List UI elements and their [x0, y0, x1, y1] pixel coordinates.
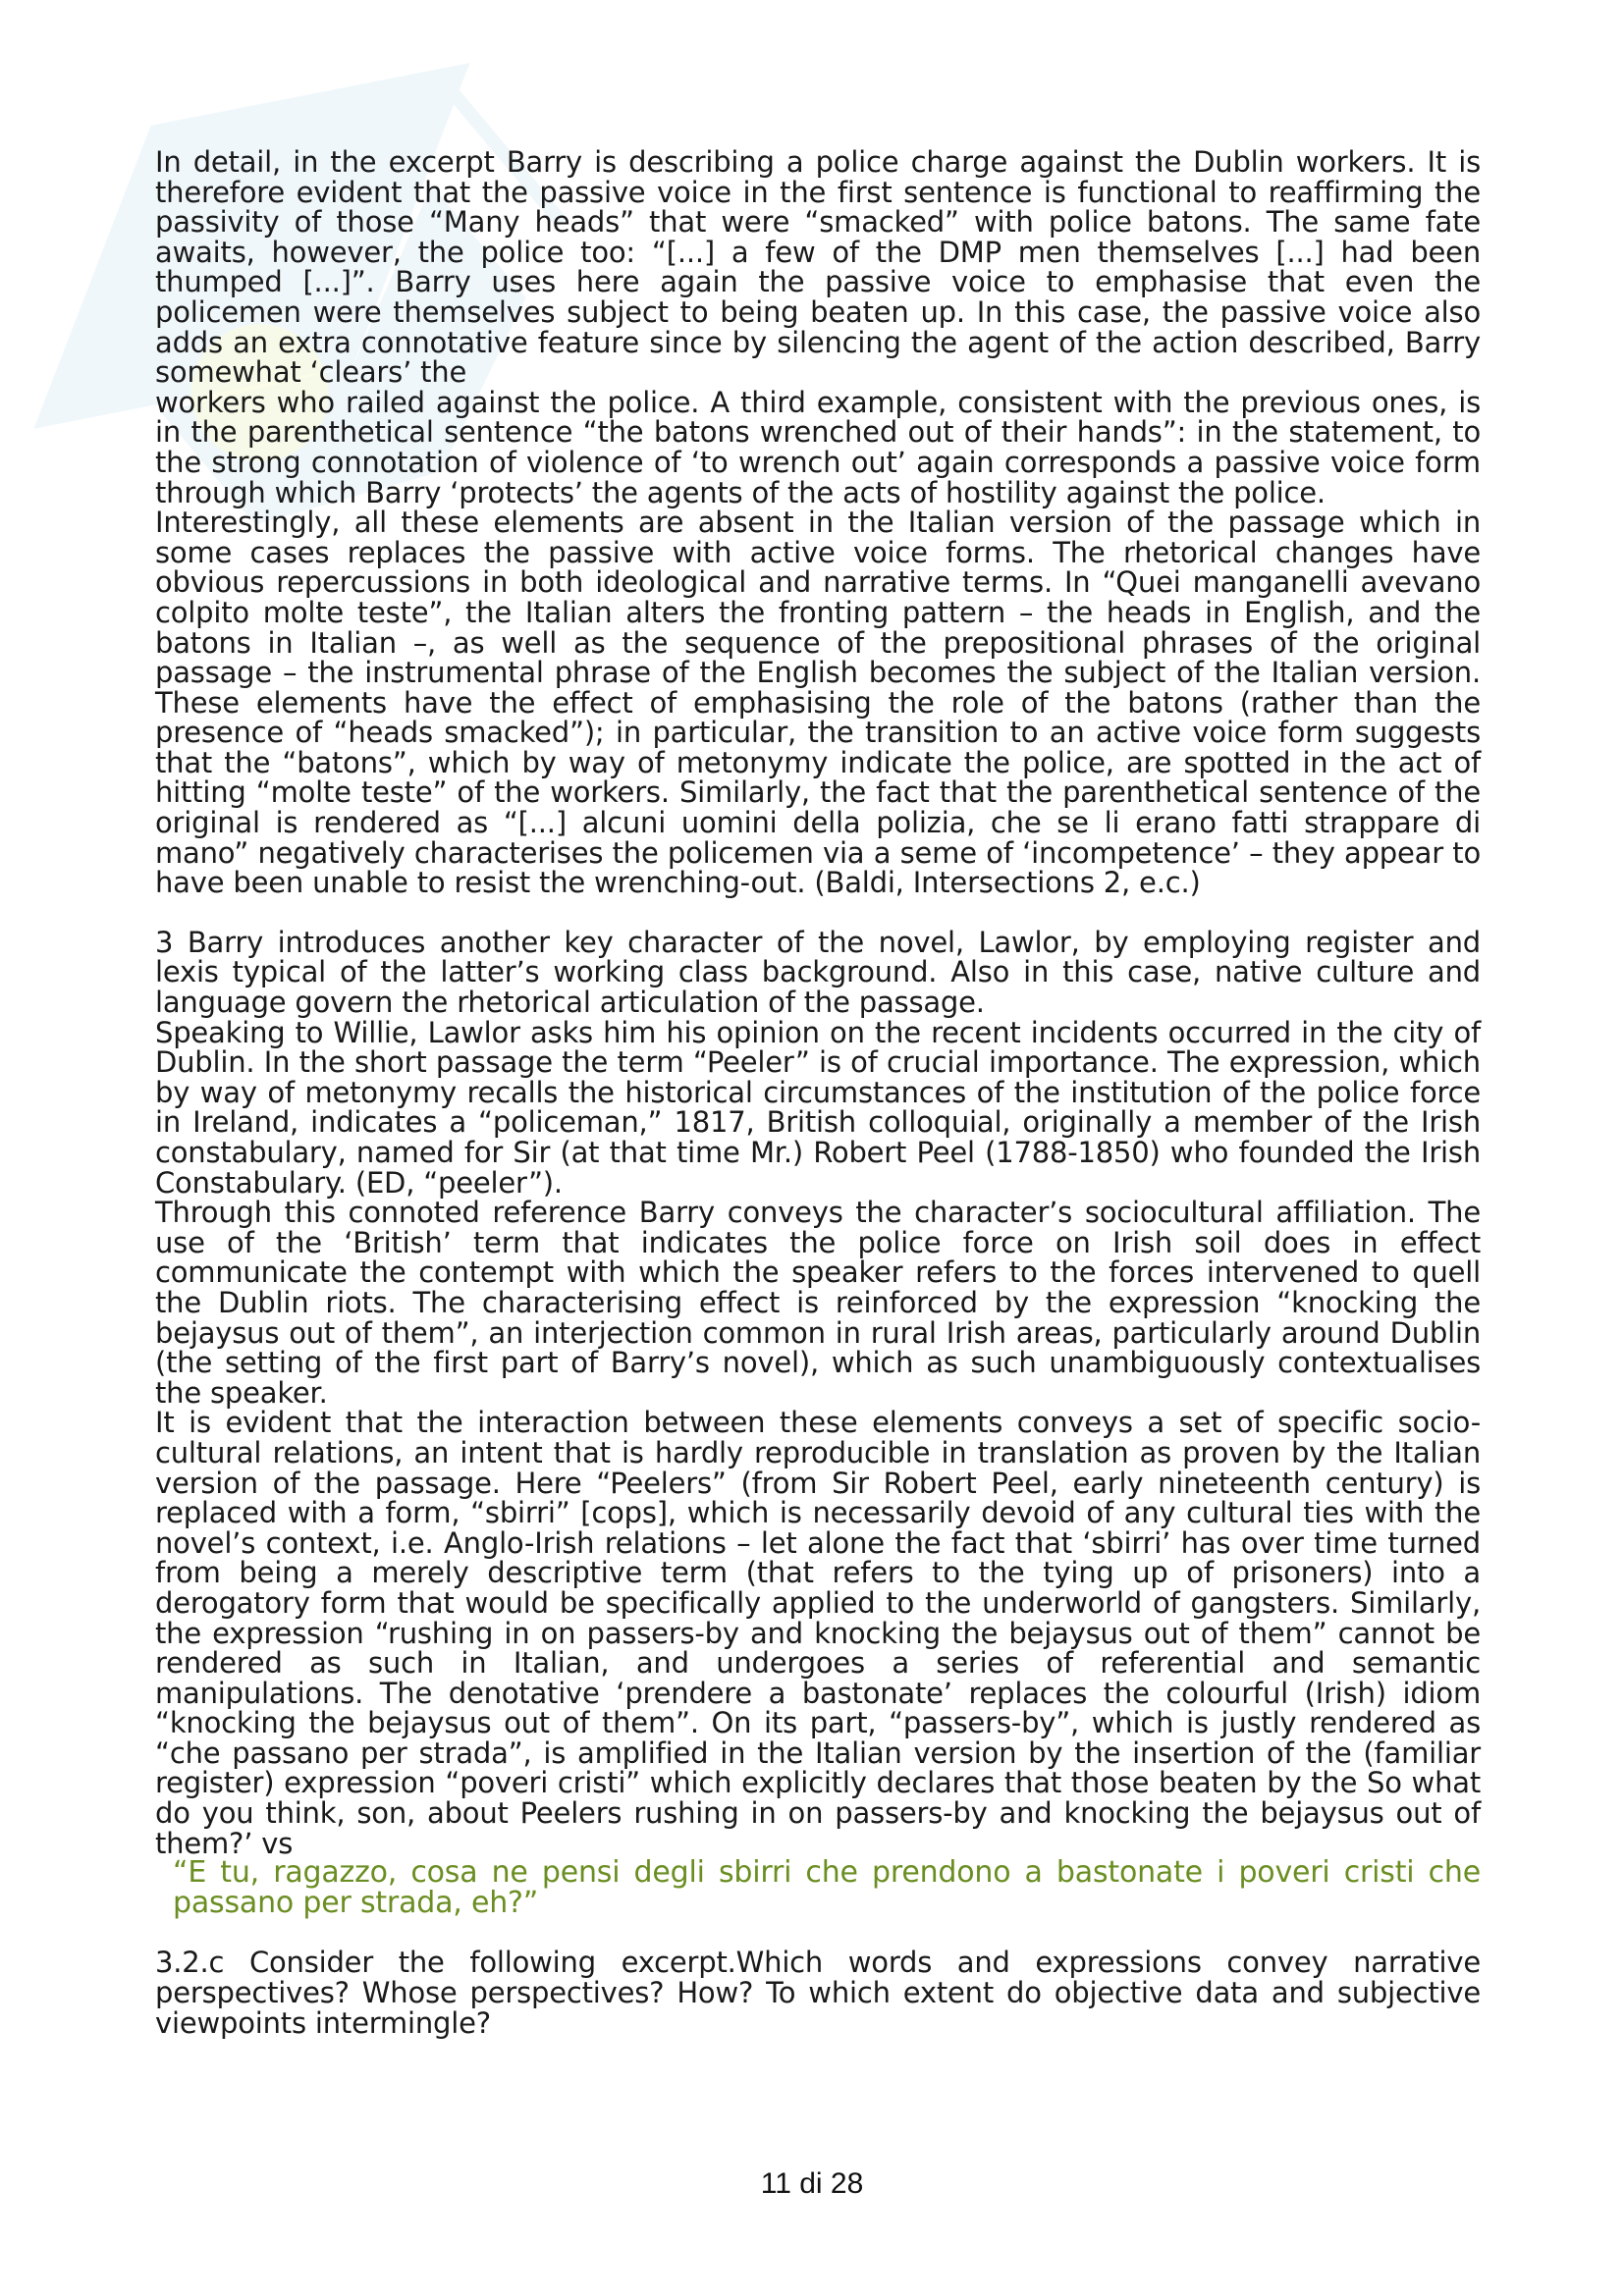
paragraph-5: Speaking to Willie, Lawlor asks him his opinion on the recent incidents occurred in the city of Dublin. In the short passage the term “Peeler” is of crucial importance. The expression, which by way of metonymy recalls the historical circumstances of the institution of the police force in Ireland, indicates a “policeman,” 1817, British colloquial, originally a member of the Irish constabulary, named for Sir (at that time Mr.) Robert Peel (1788-1850) who founded the Irish Constabulary. (ED, “peeler”).	[155, 1015, 1481, 1200]
page-number: 11 di 28	[760, 2167, 864, 2200]
paragraph-gap	[155, 1918, 1481, 1948]
paragraph-2: workers who railed against the police. A third example, consistent with the previous ones, is in the parenthetical sentence “the batons wrenched out of their hands”: in the statement, to the strong connotation of violence of ‘to wrench out’ again corresponds a passive voice form through which Barry ‘protects’ the agents of the acts of hostility against the police.	[155, 385, 1481, 509]
question-text: 3.2.c Consider the following excerpt.Which words and expressions convey narrative perspectives? Whose perspectives? How? To which extent do objective data and subjective viewpoints intermingle?	[155, 1946, 1481, 2040]
paragraph-7: It is evident that the interaction between these elements conveys a set of specific socio-cultural relations, an intent that is hardly reproducible in translation as proven by the Italian version of the passage. Here “Peelers” (from Sir Robert Peel, early nineteenth century) is replaced with a form, “sbirri” [cops], which is necessarily devoid of any cultural ties with the novel’s context, i.e. Anglo-Irish relations – let alone the fact that ‘sbirri’ has over time turned from being a merely descriptive term (that refers to the tying up of prisoners) into a derogatory form that would be specifically applied to the underworld of gangsters. Similarly, the expression “rushing in on passers-by and knocking the bejaysus out of them” cannot be rendered as such in Italian, and undergoes a series of referential and semantic manipulations. The denotative ‘prendere a bastonate’ replaces the colourful (Irish) idiom “knocking the bejaysus out of them”. On its part, “passers-by”, which is justly rendered as “che passano per strada”, is amplified in the Italian version by the insertion of the (familiar register) expression “poveri cristi” which explicitly declares that those beaten by the So what do you think, son, about Peelers rushing in on passers-by and knocking the bejaysus out of them?’ vs	[155, 1406, 1481, 1860]
paragraph-3: Interestingly, all these elements are absent in the Italian version of the passage which in some cases replaces the passive with active voice forms. The rhetorical changes have obvious repercussions in both ideological and narrative terms. In “Quei manganelli avevano colpito molte teste”, the Italian alters the fronting pattern – the heads in English, and the batons in Italian –, as well as the sequence of the prepositional phrases of the original passage – the instrumental phrase of the English becomes the subject of the Italian version. These elements have the effect of emphasising the role of the batons (rather than the presence of “heads smacked”); in particular, the transition to an active voice form suggests that the “batons”, which by way of metonymy indicate the police, are spotted in the act of hitting “molte teste” of the workers. Similarly, the fact that the parenthetical sentence of the original is rendered as “[...] alcuni uomini della polizia, che se li erano fatti strappare di mano” negatively characterises the policemen via a seme of ‘incompetence’ – they appear to have been unable to resist the wrenching-out. (Baldi, Intersections 2, e.c.)	[155, 506, 1481, 900]
italian-quote: “E tu, ragazzo, cosa ne pensi degli sbirri che prendono a bastonate i poveri cristi che passano per strada, eh?”	[173, 1855, 1481, 1920]
paragraph-1: In detail, in the excerpt Barry is describing a police charge against the Dublin workers. It is therefore evident that the passive voice in the first sentence is functional to reaffirming the passivity of those “Many heads” that were “smacked” with police batons. The same fate awaits, however, the police too: “[...] a few of the DMP men themselves [...] had been thumped [...]”. Barry uses here again the passive voice to emphasise that even the policemen were themselves subject to being beaten up. In this case, the passive voice also adds an extra connotative feature since by silencing the agent of the action described, Barry somewhat ‘clears’ the	[155, 145, 1481, 390]
paragraph-4: 3 Barry introduces another key character of the novel, Lawlor, by employing register and lexis typical of the latter’s working class background. Also in this case, native culture and language govern the rhetorical articulation of the passage.	[155, 925, 1481, 1020]
document-body	[155, 147, 1481, 2038]
paragraph-gap	[155, 898, 1481, 928]
paragraph-6: Through this connoted reference Barry conveys the character’s sociocultural affiliation. The use of the ‘British’ term that indicates the police force on Irish soil does in effect communicate the contempt with which the speaker refers to the forces intervened to quell the Dublin riots. The characterising effect is reinforced by the expression “knocking the bejaysus out of them”, an interjection common in rural Irish areas, particularly around Dublin (the setting of the first part of Barry’s novel), which as such unambiguously contextualises the speaker.	[155, 1196, 1481, 1410]
